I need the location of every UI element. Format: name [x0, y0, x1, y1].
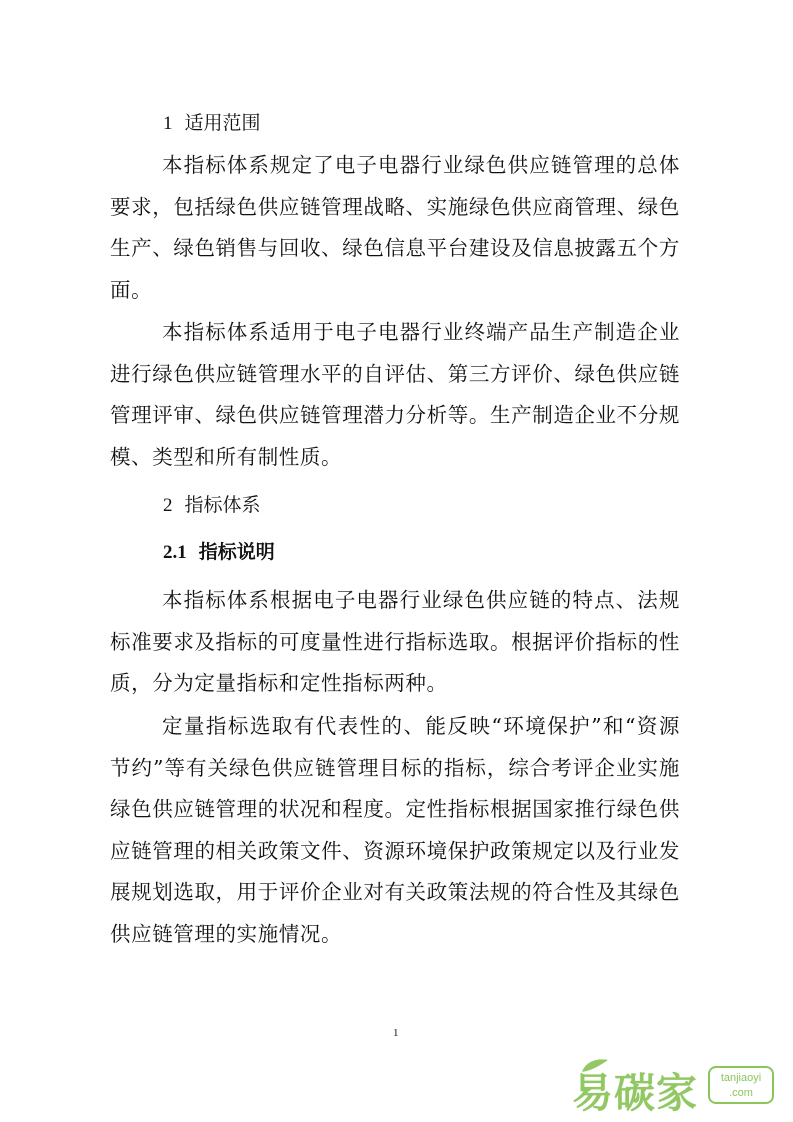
section-2-heading	[163, 493, 261, 518]
watermark-logo	[572, 1058, 782, 1117]
watermark-domain-badge	[708, 1066, 774, 1104]
watermark-domain-line-2: .com	[729, 1087, 753, 1099]
section-2-number: 2	[163, 495, 173, 516]
section-1-heading	[163, 111, 261, 136]
section-1-paragraph-1: 本指标体系规定了电子电器行业绿色供应链管理的总体要求，包括绿色供应链管理战略、实施绿色供应商管理、绿色生产、绿色销售与回收、绿色信息平台建设及信息披露五个方面。	[110, 153, 680, 302]
section-2-1-paragraph-2: 定量指标选取有代表性的、能反映“环境保护”和“资源节约”等有关绿色供应链管理目标的指标，综合考评企业实施绿色供应链管理的状况和程度。定性指标根据国家推行绿色供应链管理的相关政策文件、资源环境保护政策规定以及行业发展规划选取，用于评价企业对有关政策法规的符合性及其绿色供应链管理的实施情况。	[110, 714, 680, 946]
section-2-1-paragraph-1: 本指标体系根据电子电器行业绿色供应链的特点、法规标准要求及指标的可度量性进行指标选取。根据评价指标的性质，分为定量指标和定性指标两种。	[110, 588, 680, 695]
section-1-paragraph-2: 本指标体系适用于电子电器行业终端产品生产制造企业进行绿色供应链管理水平的自评估、第三方评价、绿色供应链管理评审、绿色供应链管理潜力分析等。生产制造企业不分规模、类型和所有制性质。	[110, 320, 680, 469]
watermark-brand-text: 易碳家	[572, 1069, 698, 1117]
section-2-1-title: 指标说明	[198, 541, 275, 563]
leaf-icon	[580, 1058, 610, 1074]
section-2-1-number: 2.1	[163, 542, 187, 563]
section-1-title: 适用范围	[184, 112, 261, 134]
section-1-number: 1	[163, 113, 173, 134]
watermark-domain-line-1: tanjiaoyi	[720, 1072, 762, 1084]
page-number: 1	[393, 1027, 399, 1039]
section-2-title: 指标体系	[184, 494, 261, 516]
section-2-1-heading	[163, 540, 275, 565]
